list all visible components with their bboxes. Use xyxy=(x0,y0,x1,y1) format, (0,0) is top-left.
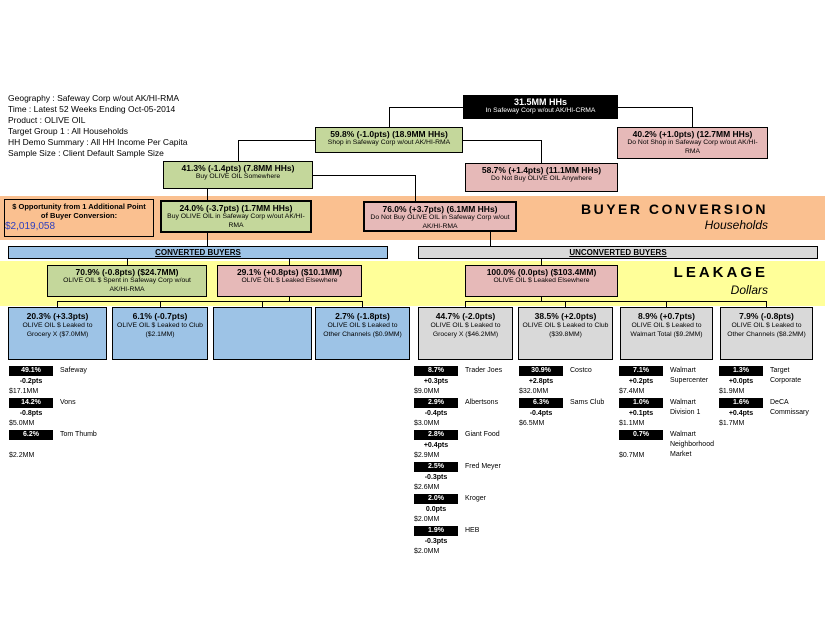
retailer-metrics xyxy=(619,366,665,396)
report-header-info xyxy=(8,93,188,159)
retailer-dollar-amount: $1.7MM xyxy=(719,420,745,427)
node-value: 59.8% (-1.0pts) (18.9MM HHs) xyxy=(330,129,448,139)
node-dollars-spent-safeway xyxy=(47,265,207,297)
retailer-entry xyxy=(619,398,719,428)
connector-line xyxy=(57,301,363,302)
leak-box-club-converted xyxy=(112,307,208,360)
leak-label2: Other Channels ($8.2MM) xyxy=(727,331,806,338)
retailer-entry xyxy=(414,526,514,556)
connector-line xyxy=(127,259,128,265)
retailer-column-other xyxy=(719,366,819,430)
node-label: OLIVE OIL $ Leaked Elsewhere xyxy=(493,277,590,284)
retailer-dollar-amount: $1.9MM xyxy=(719,388,745,395)
retailer-metrics xyxy=(414,526,460,556)
opportunity-label: $ Opportunity from 1 Additional Point of Buyer Conversion: xyxy=(12,202,146,220)
retailer-name: Kroger xyxy=(465,495,487,502)
connector-line xyxy=(465,301,466,307)
retailer-entry xyxy=(9,366,109,396)
retailer-name: Vons xyxy=(60,399,76,406)
leak-value: 7.9% (-0.8pts) xyxy=(739,311,794,321)
time-line: Time : Latest 52 Weeks Ending Oct-05-2014 xyxy=(8,104,176,114)
node-value: 76.0% (+3.7pts) (6.1MM HHs) xyxy=(382,204,498,214)
connector-line xyxy=(565,301,566,307)
connector-line xyxy=(463,140,541,141)
retailer-entry xyxy=(619,366,719,396)
retailer-name: Giant Food xyxy=(465,431,500,438)
retailer-dollar-amount: $9.0MM xyxy=(414,388,440,395)
node-label: Do Not Shop in Safeway Corp w/out AK/HI-RMA xyxy=(627,139,758,155)
connector-line xyxy=(238,140,315,141)
retailer-name: Walmart Neighborhood Market xyxy=(670,431,714,458)
connector-line xyxy=(238,140,239,161)
leak-box-blank-converted xyxy=(213,307,312,360)
retailer-metrics xyxy=(519,366,565,396)
retailer-share-chip: 49.1% xyxy=(9,366,53,376)
retailer-metrics xyxy=(9,398,55,428)
leak-value: 38.5% (+2.0pts) xyxy=(534,311,597,321)
retailer-share-chip: 6.3% xyxy=(519,398,563,408)
hh-demo-line: HH Demo Summary : All HH Income Per Capita xyxy=(8,137,188,147)
leak-label: OLIVE OIL $ Leaked to Club xyxy=(117,322,203,329)
retailer-entry xyxy=(414,398,514,428)
retailer-metrics xyxy=(619,398,665,428)
node-do-not-buy-in-safeway xyxy=(363,201,517,232)
node-label: Shop in Safeway Corp w/out AK/HI-RMA xyxy=(327,139,451,146)
retailer-pts-change: -0.2pts xyxy=(19,378,43,385)
retailer-name: Fred Meyer xyxy=(465,463,501,470)
retailer-name: Safeway xyxy=(60,367,87,374)
retailer-pts-change xyxy=(9,442,53,450)
retailer-share-chip: 1.6% xyxy=(719,398,763,408)
retailer-name: Target Corporate xyxy=(770,367,802,384)
retailer-pts-change: +0.4pts xyxy=(728,410,754,417)
product-line: Product : OLIVE OIL xyxy=(8,115,86,125)
retailer-pts-change: +0.1pts xyxy=(628,410,654,417)
leak-label: OLIVE OIL $ Leaked to xyxy=(430,322,501,329)
leak-box-club-unconverted xyxy=(518,307,613,360)
retailer-dollar-amount: $3.0MM xyxy=(414,420,440,427)
retailer-entry xyxy=(619,430,719,460)
retailer-dollar-amount: $6.5MM xyxy=(519,420,545,427)
node-value: 100.0% (0.0pts) ($103.4MM) xyxy=(486,267,597,277)
retailer-pts-change: +0.3pts xyxy=(423,378,449,385)
retailer-metrics xyxy=(414,398,460,428)
retailer-entry xyxy=(9,398,109,428)
retailer-dollar-amount: $1.1MM xyxy=(619,420,645,427)
retailer-dollar-amount: $2.0MM xyxy=(414,548,440,555)
retailer-pts-change: -0.3pts xyxy=(424,474,448,481)
retailer-name: Costco xyxy=(570,367,592,374)
retailer-entry xyxy=(719,398,819,428)
retailer-share-chip: 2.5% xyxy=(414,462,458,472)
leak-value: 44.7% (-2.0pts) xyxy=(435,311,496,321)
node-buy-in-safeway xyxy=(160,200,312,233)
retailer-metrics xyxy=(414,366,460,396)
connector-line xyxy=(313,175,415,176)
connector-line xyxy=(490,232,491,246)
connector-line xyxy=(262,301,263,307)
node-value: 70.9% (-0.8pts) ($24.7MM) xyxy=(75,267,179,277)
retailer-share-chip: 30.9% xyxy=(519,366,563,376)
retailer-dollar-amount: $5.0MM xyxy=(9,420,35,427)
leak-value: 2.7% (-1.8pts) xyxy=(335,311,390,321)
retailer-dollar-amount: $2.9MM xyxy=(414,452,440,459)
node-value: 41.3% (-1.4pts) (7.8MM HHs) xyxy=(181,163,295,173)
retailer-name: Walmart Division 1 xyxy=(670,399,701,416)
retailer-share-chip: 1.0% xyxy=(619,398,663,408)
retailer-pts-change: -0.4pts xyxy=(529,410,553,417)
node-do-not-buy-anywhere xyxy=(465,163,618,192)
retailer-entry xyxy=(414,430,514,460)
retailer-name: HEB xyxy=(465,527,480,534)
leak-box-grocery-x-unconverted xyxy=(418,307,513,360)
retailer-share-chip: 14.2% xyxy=(9,398,53,408)
leak-label2: ($39.8MM) xyxy=(549,331,582,338)
node-label: Do Not Buy OLIVE OIL in Safeway Corp w/out AK/HI-RMA xyxy=(370,214,510,230)
retailer-dollar-amount: $2.2MM xyxy=(9,452,35,459)
retailer-metrics xyxy=(719,366,765,396)
leak-box-walmart-total-unconverted xyxy=(620,307,713,360)
connector-line xyxy=(362,301,363,307)
retailer-column-club xyxy=(519,366,619,430)
leak-label2: Grocery X ($7.0MM) xyxy=(26,331,89,338)
retailer-pts-change: +0.2pts xyxy=(628,378,654,385)
retailer-dollar-amount: $32.0MM xyxy=(519,388,549,395)
retailer-pts-change: -0.4pts xyxy=(424,410,448,417)
opportunity-amount: $2,019,058 xyxy=(5,221,56,232)
retailer-metrics xyxy=(414,430,460,460)
retailer-share-chip: 2.0% xyxy=(414,494,458,504)
connector-line xyxy=(207,233,208,246)
connector-line xyxy=(692,107,693,127)
connector-line xyxy=(766,301,767,307)
leak-label2: ($2.1MM) xyxy=(145,331,175,338)
connector-line xyxy=(666,301,667,307)
leak-label: OLIVE OIL $ Leaked to xyxy=(327,322,398,329)
retailer-share-chip: 1.3% xyxy=(719,366,763,376)
connector-line xyxy=(389,107,463,108)
retailer-entry xyxy=(414,462,514,492)
retailer-entry xyxy=(719,366,819,396)
retailer-share-chip: 2.9% xyxy=(414,398,458,408)
connector-line xyxy=(57,301,58,307)
retailer-name: Trader Joes xyxy=(465,367,503,374)
leakage-subtitle: Dollars xyxy=(730,283,768,297)
buyer-conversion-title: BUYER CONVERSION xyxy=(580,201,768,217)
retailer-pts-change: -0.3pts xyxy=(424,538,448,545)
node-value: 40.2% (+1.0pts) (12.7MM HHs) xyxy=(632,129,753,139)
leakage-title: LEAKAGE xyxy=(673,264,768,281)
retailer-metrics xyxy=(619,430,665,460)
retailer-dollar-amount: $2.0MM xyxy=(414,516,440,523)
buyer-conversion-subtitle: Households xyxy=(704,218,768,232)
leak-box-other-channels-unconverted xyxy=(720,307,813,360)
retailer-share-chip: 1.9% xyxy=(414,526,458,536)
retailer-pts-change: +2.8pts xyxy=(528,378,554,385)
opportunity-box xyxy=(4,199,154,237)
retailer-share-chip: 2.8% xyxy=(414,430,458,440)
connector-line xyxy=(618,107,692,108)
node-do-not-shop-safeway xyxy=(617,127,768,159)
leak-label: OLIVE OIL $ Leaked to xyxy=(22,322,93,329)
retailer-name: Albertsons xyxy=(465,399,499,406)
leak-box-other-channels-converted xyxy=(315,307,410,360)
retailer-metrics xyxy=(9,366,55,396)
node-value: 29.1% (+0.8pts) ($10.1MM) xyxy=(236,267,343,277)
target-group-line: Target Group 1 : All Households xyxy=(8,126,129,136)
retailer-dollar-amount: $17.1MM xyxy=(9,388,39,395)
retailer-pts-change: -0.8pts xyxy=(19,410,43,417)
retailer-metrics xyxy=(519,398,565,428)
retailer-pts-change: +0.4pts xyxy=(423,442,449,449)
leak-label: OLIVE OIL $ Leaked to Club xyxy=(522,322,609,329)
retailer-name: Tom Thumb xyxy=(60,431,97,438)
leak-label2: Other Channels ($0.9MM) xyxy=(323,331,402,338)
connector-line xyxy=(465,301,767,302)
node-dollars-leaked-total xyxy=(465,265,618,297)
retailer-entry xyxy=(9,430,109,460)
converted-buyers-bar: CONVERTED BUYERS xyxy=(8,246,388,259)
retailer-dollar-amount: $0.7MM xyxy=(619,452,645,459)
node-label: In Safeway Corp w/out AK/HI-CRMA xyxy=(485,107,596,114)
node-value: 58.7% (+1.4pts) (11.1MM HHs) xyxy=(481,165,602,175)
leak-value: 6.1% (-0.7pts) xyxy=(132,311,188,321)
leak-label: OLIVE OIL $ Leaked to xyxy=(731,322,802,329)
retailer-share-chip: 0.7% xyxy=(619,430,663,440)
retailer-pts-change xyxy=(619,442,663,450)
connector-line xyxy=(207,189,208,200)
connector-line xyxy=(415,175,416,201)
unconverted-buyers-bar: UNCONVERTED BUYERS xyxy=(418,246,818,259)
node-value: 31.5MM HHs xyxy=(513,97,567,107)
node-total-households xyxy=(463,95,618,119)
node-label: OLIVE OIL $ Leaked Elsewhere xyxy=(241,277,338,284)
leak-value: 8.9% (+0.7pts) xyxy=(638,311,695,321)
leak-value: 20.3% (+3.3pts) xyxy=(26,311,89,321)
retailer-share-chip: 8.7% xyxy=(414,366,458,376)
retailer-metrics xyxy=(414,462,460,492)
retailer-share-chip: 7.1% xyxy=(619,366,663,376)
node-dollars-leaked xyxy=(217,265,362,297)
retailer-entry xyxy=(414,494,514,524)
retailer-share-chip: 6.2% xyxy=(9,430,53,440)
retailer-entry xyxy=(519,398,619,428)
node-label: Buy OLIVE OIL Somewhere xyxy=(195,173,281,180)
retailer-metrics xyxy=(414,494,460,524)
retailer-entry xyxy=(414,366,514,396)
node-label: Do Not Buy OLIVE OIL Anywhere xyxy=(491,175,592,182)
retailer-name: Sams Club xyxy=(570,399,605,406)
leak-label2: Walmart Total ($9.2MM) xyxy=(630,331,703,338)
retailer-metrics xyxy=(9,430,55,460)
connector-line xyxy=(389,107,390,127)
retailer-pts-change: 0.0pts xyxy=(425,506,447,513)
node-value: 24.0% (-3.7pts) (1.7MM HHs) xyxy=(179,203,293,213)
geography-line: Geography : Safeway Corp w/out AK/HI-RMA xyxy=(8,93,180,103)
retailer-name: DeCA Commissary xyxy=(770,399,809,416)
node-buy-somewhere xyxy=(163,161,313,189)
connector-line xyxy=(541,140,542,163)
leak-label2: Grocery X ($46.2MM) xyxy=(432,331,499,338)
retailer-pts-change: +0.0pts xyxy=(728,378,754,385)
connector-line xyxy=(289,259,290,265)
retailer-name: Walmart Supercenter xyxy=(670,367,709,384)
node-shop-safeway xyxy=(315,127,463,153)
retailer-column-safeway-banners xyxy=(9,366,109,462)
retailer-metrics xyxy=(719,398,765,428)
node-label: Buy OLIVE OIL in Safeway Corp w/out AK/HI-RMA xyxy=(167,213,305,229)
node-label: OLIVE OIL $ Spent in Safeway Corp w/out AK/HI-RMA xyxy=(63,277,191,293)
retailer-dollar-amount: $2.6MM xyxy=(414,484,440,491)
sample-size-line: Sample Size : Client Default Sample Size xyxy=(8,148,164,158)
leak-box-grocery-x-converted xyxy=(8,307,107,360)
retailer-dollar-amount: $7.4MM xyxy=(619,388,645,395)
leak-label: OLIVE OIL $ Leaked to xyxy=(631,322,702,329)
connector-line xyxy=(160,301,161,307)
connector-line xyxy=(541,259,542,265)
retailer-column-grocery xyxy=(414,366,514,558)
retailer-column-walmart xyxy=(619,366,719,462)
retailer-entry xyxy=(519,366,619,396)
